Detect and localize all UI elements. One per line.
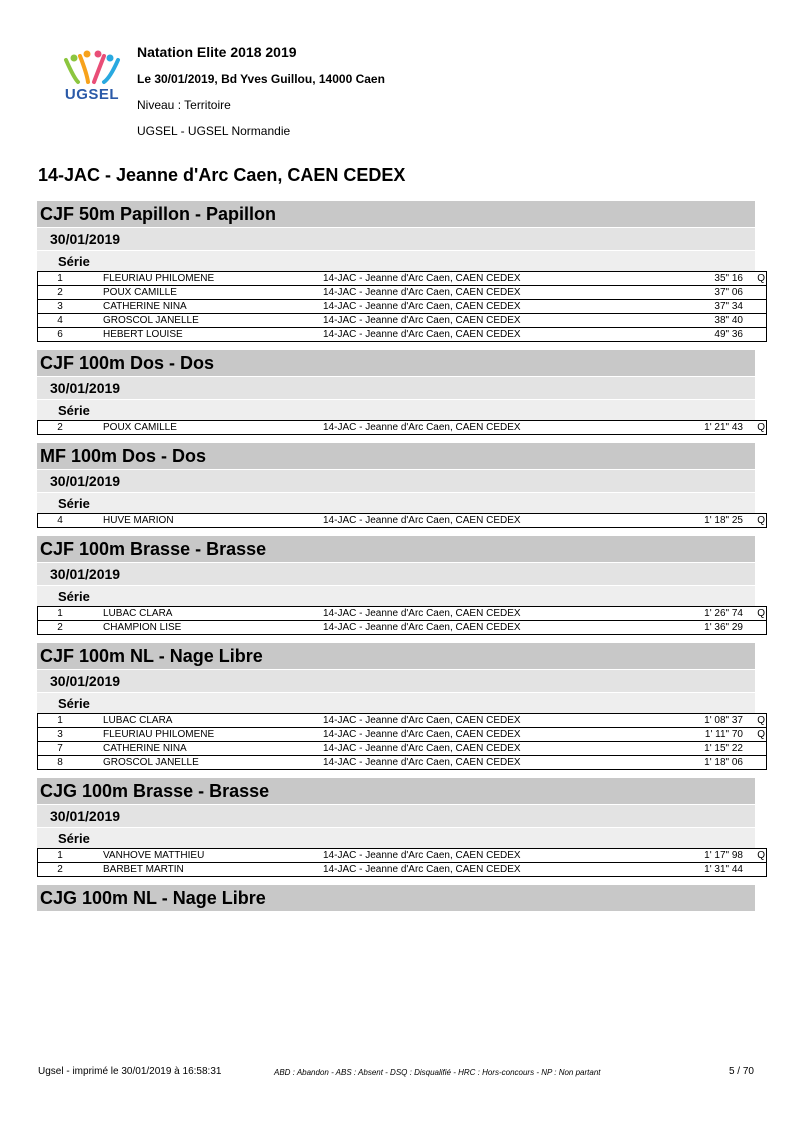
time-cell: 1' 18" 25 [653, 514, 751, 528]
serie-label: Série [37, 586, 755, 606]
event-title: CJF 50m Papillon - Papillon [37, 201, 755, 227]
event-block [37, 885, 755, 911]
event-block [37, 643, 765, 770]
swimmer-name-cell: POUX CAMILLE [82, 421, 323, 435]
time-cell: 1' 26" 74 [653, 607, 751, 621]
swimmer-name-cell: LUBAC CLARA [82, 714, 323, 728]
rank-cell: 3 [38, 300, 83, 314]
time-cell: 1' 18" 06 [653, 756, 751, 770]
event-date: 30/01/2019 [37, 805, 755, 827]
ugsel-logo [60, 48, 130, 106]
swimmer-name-cell: CHAMPION LISE [82, 621, 323, 635]
event-block [37, 443, 765, 528]
results-table [37, 420, 767, 435]
rank-cell: 2 [38, 863, 83, 877]
time-cell: 38" 40 [653, 314, 751, 328]
club-cell: 14-JAC - Jeanne d'Arc Caen, CAEN CEDEX [323, 421, 653, 435]
qualified-cell [751, 328, 767, 342]
date-location: Le 30/01/2019, Bd Yves Guillou, 14000 Caen [137, 72, 385, 86]
time-cell: 1' 17" 98 [653, 849, 751, 863]
rank-cell: 1 [38, 714, 83, 728]
abbreviation-legend: ABD : Abandon - ABS : Absent - DSQ : Disqualifié - HRC : Hors-concours - NP : Non partant [274, 1068, 601, 1077]
time-cell: 37" 34 [653, 300, 751, 314]
rank-cell: 7 [38, 742, 83, 756]
qualified-cell [751, 742, 767, 756]
qualified-cell: Q [751, 714, 767, 728]
organizer: UGSEL - UGSEL Normandie [137, 124, 291, 138]
club-cell: 14-JAC - Jeanne d'Arc Caen, CAEN CEDEX [323, 300, 653, 314]
event-date: 30/01/2019 [37, 563, 755, 585]
table-row [38, 756, 767, 770]
rank-cell: 1 [38, 272, 83, 286]
page-header [0, 0, 793, 150]
serie-label: Série [37, 251, 755, 271]
table-row [38, 314, 767, 328]
time-cell: 35" 16 [653, 272, 751, 286]
page-footer [38, 1066, 754, 1082]
results-table [37, 606, 767, 635]
time-cell: 1' 36" 29 [653, 621, 751, 635]
table-row [38, 621, 767, 635]
club-cell: 14-JAC - Jeanne d'Arc Caen, CAEN CEDEX [323, 314, 653, 328]
event-date: 30/01/2019 [37, 228, 755, 250]
club-cell: 14-JAC - Jeanne d'Arc Caen, CAEN CEDEX [323, 742, 653, 756]
club-cell: 14-JAC - Jeanne d'Arc Caen, CAEN CEDEX [323, 272, 653, 286]
club-cell: 14-JAC - Jeanne d'Arc Caen, CAEN CEDEX [323, 756, 653, 770]
table-row [38, 421, 767, 435]
club-cell: 14-JAC - Jeanne d'Arc Caen, CAEN CEDEX [323, 514, 653, 528]
club-cell: 14-JAC - Jeanne d'Arc Caen, CAEN CEDEX [323, 849, 653, 863]
table-row [38, 728, 767, 742]
event-title: CJF 100m Dos - Dos [37, 350, 755, 376]
swimmer-name-cell: FLEURIAU PHILOMENE [82, 272, 323, 286]
rank-cell: 2 [38, 421, 83, 435]
serie-label: Série [37, 400, 755, 420]
club-cell: 14-JAC - Jeanne d'Arc Caen, CAEN CEDEX [323, 328, 653, 342]
rank-cell: 4 [38, 314, 83, 328]
swimmer-name-cell: FLEURIAU PHILOMENE [82, 728, 323, 742]
results-table [37, 713, 767, 770]
swimmers-icon [60, 48, 124, 88]
time-cell: 1' 11" 70 [653, 728, 751, 742]
table-row [38, 328, 767, 342]
event-title: CJF 100m NL - Nage Libre [37, 643, 755, 669]
logo-text: UGSEL [64, 86, 120, 103]
qualified-cell: Q [751, 607, 767, 621]
rank-cell: 2 [38, 621, 83, 635]
qualified-cell: Q [751, 421, 767, 435]
swimmer-name-cell: HEBERT LOUISE [82, 328, 323, 342]
table-row [38, 863, 767, 877]
rank-cell: 1 [38, 849, 83, 863]
table-row [38, 272, 767, 286]
table-row [38, 300, 767, 314]
event-date: 30/01/2019 [37, 670, 755, 692]
club-cell: 14-JAC - Jeanne d'Arc Caen, CAEN CEDEX [323, 286, 653, 300]
serie-label: Série [37, 828, 755, 848]
event-date: 30/01/2019 [37, 470, 755, 492]
swimmer-name-cell: HUVE MARION [82, 514, 323, 528]
qualified-cell [751, 863, 767, 877]
time-cell: 49" 36 [653, 328, 751, 342]
time-cell: 1' 08" 37 [653, 714, 751, 728]
qualified-cell [751, 756, 767, 770]
rank-cell: 4 [38, 514, 83, 528]
swimmer-name-cell: BARBET MARTIN [82, 863, 323, 877]
table-row [38, 607, 767, 621]
table-row [38, 514, 767, 528]
time-cell: 1' 21" 43 [653, 421, 751, 435]
swimmer-name-cell: VANHOVE MATTHIEU [82, 849, 323, 863]
club-cell: 14-JAC - Jeanne d'Arc Caen, CAEN CEDEX [323, 607, 653, 621]
rank-cell: 6 [38, 328, 83, 342]
results-table [37, 513, 767, 528]
qualified-cell [751, 314, 767, 328]
qualified-cell [751, 621, 767, 635]
event-date: 30/01/2019 [37, 377, 755, 399]
serie-label: Série [37, 693, 755, 713]
qualified-cell [751, 286, 767, 300]
competition-title: Natation Elite 2018 2019 [137, 44, 297, 60]
event-block [37, 536, 765, 635]
time-cell: 37" 06 [653, 286, 751, 300]
rank-cell: 2 [38, 286, 83, 300]
rank-cell: 3 [38, 728, 83, 742]
time-cell: 1' 15" 22 [653, 742, 751, 756]
swimmer-name-cell: GROSCOL JANELLE [82, 314, 323, 328]
time-cell: 1' 31" 44 [653, 863, 751, 877]
event-title: MF 100m Dos - Dos [37, 443, 755, 469]
event-title: CJF 100m Brasse - Brasse [37, 536, 755, 562]
qualified-cell: Q [751, 514, 767, 528]
rank-cell: 8 [38, 756, 83, 770]
table-row [38, 286, 767, 300]
swimmer-name-cell: CATHERINE NINA [82, 742, 323, 756]
event-title: CJG 100m Brasse - Brasse [37, 778, 755, 804]
qualified-cell: Q [751, 272, 767, 286]
qualified-cell: Q [751, 728, 767, 742]
club-cell: 14-JAC - Jeanne d'Arc Caen, CAEN CEDEX [323, 863, 653, 877]
table-row [38, 714, 767, 728]
event-title: CJG 100m NL - Nage Libre [37, 885, 755, 911]
serie-label: Série [37, 493, 755, 513]
page-number: 5 / 70 [728, 1066, 754, 1077]
swimmer-name-cell: GROSCOL JANELLE [82, 756, 323, 770]
event-block [37, 778, 765, 877]
results-table [37, 848, 767, 877]
rank-cell: 1 [38, 607, 83, 621]
swimmer-name-cell: LUBAC CLARA [82, 607, 323, 621]
results-table [37, 271, 767, 342]
club-cell: 14-JAC - Jeanne d'Arc Caen, CAEN CEDEX [323, 621, 653, 635]
print-info: Ugsel - imprimé le 30/01/2019 à 16:58:31 [38, 1066, 222, 1077]
club-title: 14-JAC - Jeanne d'Arc Caen, CAEN CEDEX [38, 165, 406, 185]
events-list [37, 201, 765, 919]
qualified-cell [751, 300, 767, 314]
event-block [37, 201, 765, 342]
competition-level: Niveau : Territoire [137, 98, 231, 112]
table-row [38, 742, 767, 756]
swimmer-name-cell: POUX CAMILLE [82, 286, 323, 300]
qualified-cell: Q [751, 849, 767, 863]
table-row [38, 849, 767, 863]
club-cell: 14-JAC - Jeanne d'Arc Caen, CAEN CEDEX [323, 728, 653, 742]
club-cell: 14-JAC - Jeanne d'Arc Caen, CAEN CEDEX [323, 714, 653, 728]
swimmer-name-cell: CATHERINE NINA [82, 300, 323, 314]
event-block [37, 350, 765, 435]
